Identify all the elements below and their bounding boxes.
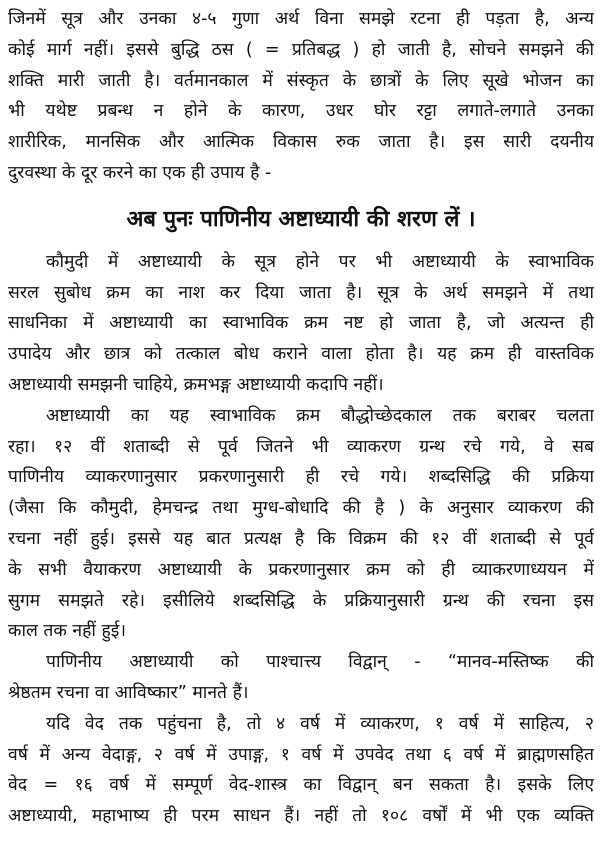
text-line: शारीरिक, मानसिक और आत्मिक विकास रुक जाता है। इस सारी दयनीय bbox=[8, 132, 594, 153]
text-line: भी यथेष्ट प्रबन्ध न होने के कारण, उधर घोर रट्टा लगाते-लगाते उनका bbox=[8, 101, 594, 122]
text-line: पाणिनीय व्याकरणानुसार प्रकरणानुसारी ही रचे गये। शब्दसिद्धि की प्रक्रिया bbox=[8, 467, 594, 488]
text-line: काल तक नहीं हुई। bbox=[8, 621, 126, 642]
text-line: साधनिका में अष्टाध्यायी का स्वाभाविक क्रम नष्ट हो जाता है, जो अत्यन्त ही bbox=[8, 313, 594, 334]
section-heading: अब पुनः पाणिनीय अष्टाध्यायी की शरण लें । bbox=[126, 206, 476, 232]
text-line: कोई मार्ग नहीं। इससे बुद्धि ठस ( = प्रतिबद्ध ) हो जाती है, सोचने समझने की bbox=[8, 39, 594, 60]
text-line: रचना नहीं हुई। इससे यह बात प्रत्यक्ष है कि विक्रम की १२ वीं शताब्दी से पूर्व bbox=[8, 528, 594, 549]
intro-paragraph bbox=[8, 4, 594, 189]
text-line: यदि वेद तक पहुंचना है, तो ४ वर्ष में व्याकरण, १ वर्ष में साहित्य, २ bbox=[46, 713, 594, 734]
text-line: (जैसा कि कौमुदी, हेमचन्द्र तथा मुग्ध-बोधादि की है ) के अनुसार व्याकरण की bbox=[8, 498, 594, 519]
text-line: रहा। १२ वीं शताब्दी से पूर्व जितने भी व्याकरण ग्रन्थ रचे गये, वे सब bbox=[8, 436, 594, 457]
text-line: अष्टाध्यायी, महाभाष्य ही परम साधन हैं। नहीं तो १०८ वर्षों में भी एक व्यक्ति bbox=[8, 806, 594, 827]
text-line: जिनमें सूत्र और उनका ४-५ गुणा अर्थ विना समझे रटना ही पड़ता है, अन्य bbox=[8, 9, 594, 29]
text-line: पाणिनीय अष्टाध्यायी को पाश्चात्त्य विद्वान् - “मानव-मस्तिष्क की bbox=[46, 652, 594, 673]
text-line: के सभी वैयाकरण अष्टाध्यायी के प्रकरणानुसार क्रम को ही व्याकरणाध्ययन में bbox=[8, 559, 594, 580]
text-line: उपादेय और छात्र को तत्काल बोध कराने वाला होता है। यह क्रम ही वास्तविक bbox=[8, 344, 594, 365]
text-line: सरल सुबोध क्रम का नाश कर दिया जाता है। सूत्र के अर्थ समझने में तथा bbox=[8, 282, 594, 303]
paragraph-western-scholars bbox=[8, 647, 594, 709]
text-line: दुरवस्था के दूर करने का एक ही उपाय है - bbox=[8, 162, 272, 183]
paragraph-natural-order bbox=[8, 401, 594, 647]
paragraph-kaumudi bbox=[8, 247, 594, 401]
text-line: अष्टाध्यायी समझनी चाहिये, क्रमभङ्ग अष्टाध्यायी कदापि नहीं। bbox=[8, 374, 384, 395]
text-line: वेद = १६ वर्ष में सम्पूर्ण वेद-शास्त्र का विद्वान् बन सकता है। इसके लिए bbox=[8, 775, 594, 796]
text-line: अष्टाध्यायी का यह स्वाभाविक क्रम बौद्धोच्छेदकाल तक बराबर चलता bbox=[46, 405, 594, 426]
text-line: श्रेष्ठतम रचना वा आविष्कार” मानते हैं। bbox=[8, 682, 249, 703]
text-line: शक्ति मारी जाती है। वर्तमानकाल में संस्कृत के छात्रों के लिए सूखे भोजन का bbox=[8, 70, 594, 91]
text-line: कौमुदी में अष्टाध्यायी के सूत्र होने पर भी अष्टाध्यायी के स्वाभाविक bbox=[46, 251, 594, 272]
paragraph-study-years bbox=[8, 709, 594, 832]
text-line: सुगम समझते रहे। इसीलिये शब्दसिद्धि के प्रक्रियानुसारी ग्रन्थ की रचना इस bbox=[8, 590, 594, 611]
text-line: वर्ष में अन्य वेदाङ्ग, २ वर्ष में उपाङ्ग, १ वर्ष में उपवेद तथा ६ वर्ष में ब्राह्मणसहित bbox=[8, 744, 594, 765]
